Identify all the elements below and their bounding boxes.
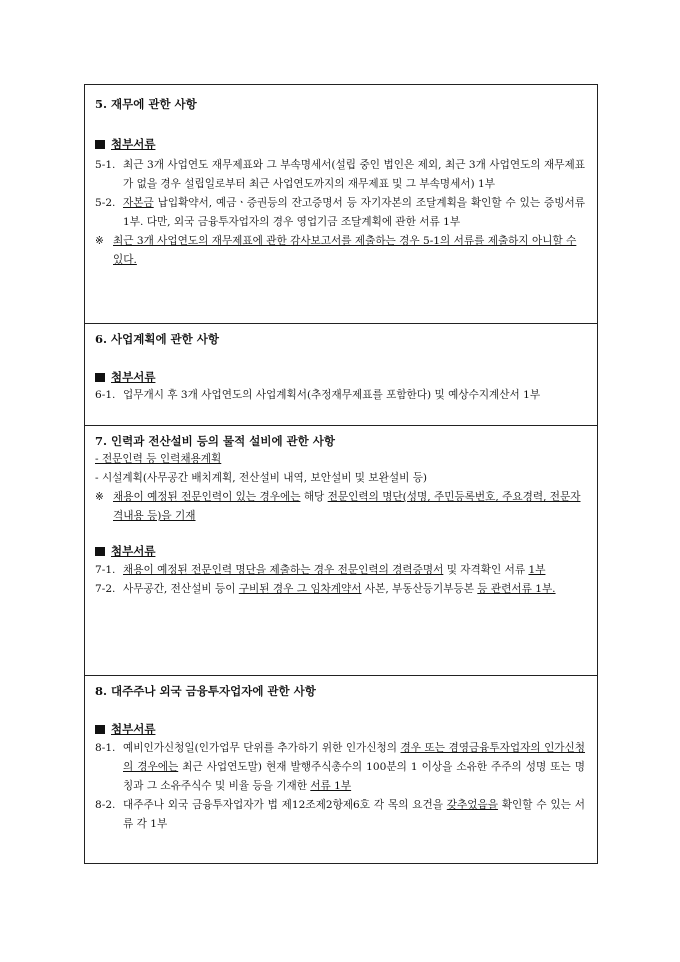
note: ※ 최근 3개 사업연도의 재무제표에 관한 감사보고서를 제출하는 경우 5-1의 서류를 제출하지 아니할 수 있다.	[95, 235, 577, 266]
section-title: 8. 대주주나 외국 금융투자업자에 관한 사항	[95, 684, 316, 698]
section-title: 5. 재무에 관한 사항	[95, 97, 197, 111]
facility-plan-line: - 시설계획(사무공간 배치계획, 전산설비 내역, 보안설비 및 보완설비 등)	[95, 472, 428, 484]
list-item: 6-1. 업무개시 후 3개 사업연도의 사업계획서(추정재무제표를 포함한다) 및 예상수지계산서 1부	[95, 389, 541, 401]
list-item: 8-2. 대주주나 외국 금융투자업자가 법 제12조제2항제6호 각 목의 요건을 갖추었음을 확인할 수 있는 서류 각 1부	[95, 799, 585, 830]
section-title: 7. 인력과 전산설비 등의 물적 설비에 관한 사항	[95, 434, 335, 448]
square-bullet-icon	[95, 725, 105, 734]
square-bullet-icon	[95, 547, 105, 556]
section-finance	[85, 85, 597, 323]
section-business-plan	[85, 323, 597, 425]
document-table	[84, 84, 598, 864]
attachments-heading: 첨부서류	[95, 137, 585, 151]
list-item: 7-2. 사무공간, 전산설비 등이 구비된 경우 그 임차계약서 사본, 부동산등기부등본 등 관련서류 1부.	[95, 583, 556, 595]
section-personnel-facilities	[85, 425, 597, 675]
list-item: 5-2. 자본금 납입확약서, 예금ㆍ증권등의 잔고증명서 등 자기자본의 조달계획을 확인할 수 있는 증빙서류 1부. 다만, 외국 금융투자업자의 경우 영업기금 조달계획에 관한 서류 1부	[95, 197, 585, 228]
attachments-heading: 첨부서류	[95, 544, 585, 558]
section-title: 6. 사업계획에 관한 사항	[95, 332, 219, 346]
attachments-heading: 첨부서류	[95, 722, 585, 736]
list-item: 8-1. 예비인가신청일(인가업무 단위를 추가하기 위한 인가신청의 경우 또는 겸영금융투자업자의 인가신청의 경우에는 최근 사업연도말) 현재 발행주식총수의 100분의 1 이상을 소유한 주주의 성명 또는 명칭과 그 소유주식수 및 비율 등을 기재한 서류 1부	[95, 742, 586, 792]
section-major-shareholder	[85, 675, 597, 865]
note: ※ 채용이 예정된 전문인력이 있는 경우에는 해당 전문인력의 명단(성명, 주민등록번호, 주요경력, 전문자격내용 등)을 기재	[95, 491, 581, 522]
personnel-plan-line: - 전문인력 등 인력채용계획	[95, 453, 222, 465]
list-item: 5-1. 최근 3개 사업연도 재무제표와 그 부속명세서(설립 중인 법인은 제외, 최근 3개 사업연도의 재무제표가 없을 경우 설립일로부터 최근 사업연도까지의 재무제표 및 그 부속명세서) 1부	[95, 159, 585, 190]
list-item: 7-1. 채용이 예정된 전문인력 명단을 제출하는 경우 전문인력의 경력증명서 및 자격확인 서류 1부	[95, 564, 546, 576]
attachments-heading: 첨부서류	[95, 370, 585, 384]
square-bullet-icon	[95, 140, 105, 149]
square-bullet-icon	[95, 373, 105, 382]
